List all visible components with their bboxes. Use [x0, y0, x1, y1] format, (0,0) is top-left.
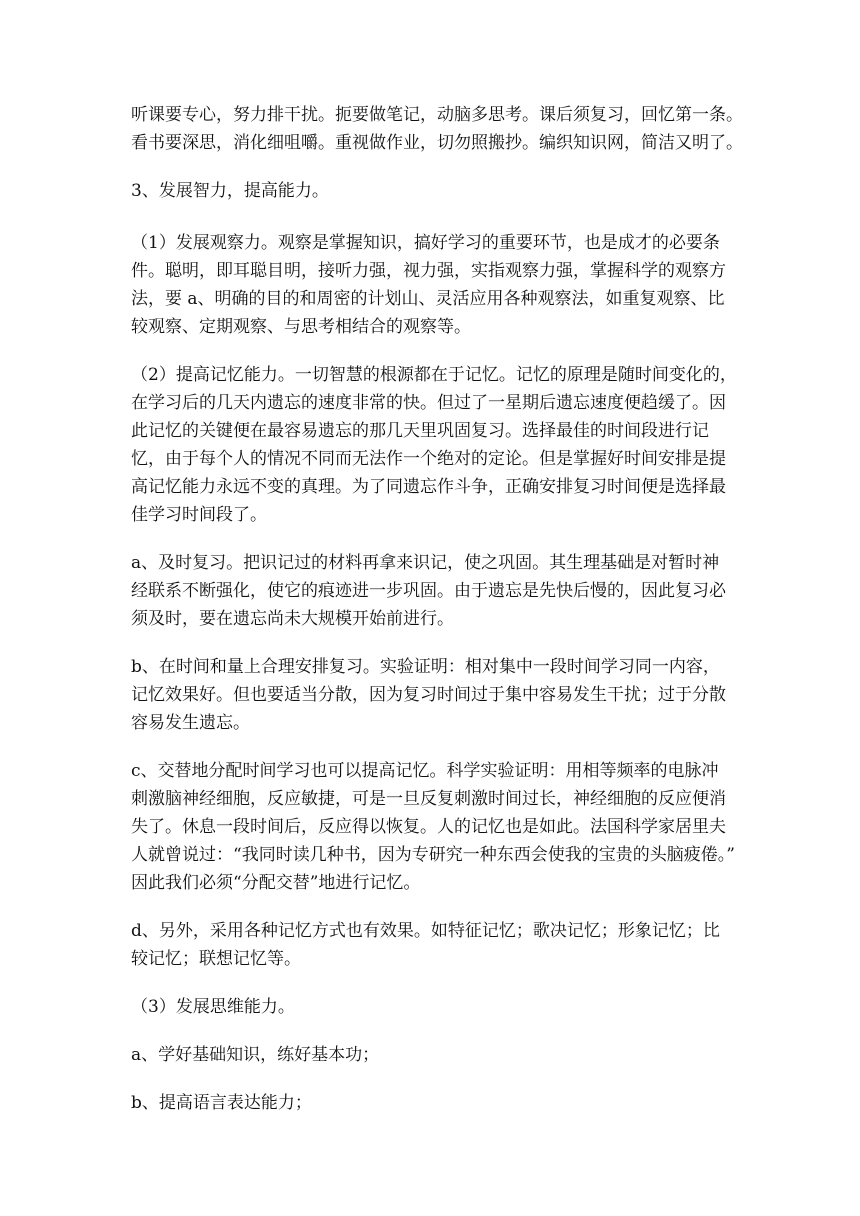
text-line: a、学好基础知识，练好基本功； [131, 1045, 380, 1065]
text-line: 看书要深思，消化细咀嚼。重视做作业，切勿照搬抄。编织知识网，简洁又明了。 [131, 133, 743, 153]
paragraph-schedule-review [131, 653, 737, 737]
text-line: （3）发展思维能力。 [131, 997, 295, 1017]
text-line: 因此我们必须“分配交替”地进行记忆。 [131, 873, 421, 893]
text-line: 须及时，要在遗忘尚未大规模开始前进行。 [131, 609, 454, 629]
section-heading-develop-intelligence [131, 177, 737, 205]
text-line: 人就曾说过：“我同时读几种书，因为专研究一种东西会使我的宝贵的头脑疲倦。” [131, 845, 735, 865]
text-line: 容易发生遗忘。 [131, 713, 250, 733]
text-line: 件。聪明，即耳聪目明，接听力强，视力强，实指观察力强，掌握科学的观察方 [131, 261, 726, 281]
text-line: （2）提高记忆能力。一切智慧的根源都在于记忆。记忆的原理是随时间变化的， [131, 365, 737, 385]
text-line: （1）发展观察力。观察是掌握知识，搞好学习的重要环节，也是成才的必要条 [131, 233, 720, 253]
text-line: 较观察、定期观察、与思考相结合的观察等。 [131, 317, 471, 337]
document-body [131, 101, 743, 1117]
list-item-basics [131, 1041, 737, 1069]
text-line: 此记忆的关键便在最容易遗忘的那几天里巩固复习。选择最佳的时间段进行记 [131, 421, 709, 441]
text-line: 高记忆能力永远不变的真理。为了同遗忘作斗争，正确安排复习时间便是选择最 [131, 477, 726, 497]
text-line: a、及时复习。把识记过的材料再拿来识记，使之巩固。其生理基础是对暂时神 [131, 553, 720, 573]
paragraph-study-rhymes [131, 101, 743, 157]
paragraph-memory-methods [131, 917, 737, 973]
text-line: b、在时间和量上合理安排复习。实验证明：相对集中一段时间学习同一内容， [131, 657, 720, 677]
section-heading-thinking [131, 993, 737, 1021]
text-line: 失了。休息一段时间后，反应得以恢复。人的记忆也是如此。法国科学家居里夫 [131, 817, 726, 837]
text-line: 3、发展智力，提高能力。 [131, 181, 329, 201]
text-line: 忆，由于每个人的情况不同而无法作一个绝对的定论。但是掌握好时间安排是提 [131, 449, 726, 469]
list-item-language [131, 1089, 737, 1117]
text-line: c、交替地分配时间学习也可以提高记忆。科学实验证明：用相等频率的电脉冲 [131, 761, 719, 781]
text-line: 法，要 a、明确的目的和周密的计划山、灵活应用各种观察法，如重复观察、比 [131, 289, 725, 309]
paragraph-observation [131, 229, 737, 341]
text-line: 佳学习时间段了。 [131, 505, 267, 525]
text-line: 经联系不断强化，使它的痕迹进一步巩固。由于遗忘是先快后慢的，因此复习必 [131, 581, 726, 601]
text-line: d、另外，采用各种记忆方式也有效果。如特征记忆；歌决记忆；形象记忆；比 [131, 921, 720, 941]
paragraph-memory [131, 361, 737, 529]
paragraph-timely-review [131, 549, 737, 633]
paragraph-alternate-study [131, 757, 737, 897]
text-line: 刺激脑神经细胞，反应敏捷，可是一旦反复刺激时间过长，神经细胞的反应便消 [131, 789, 726, 809]
text-line: 在学习后的几天内遗忘的速度非常的快。但过了一星期后遗忘速度便趋缓了。因 [131, 393, 726, 413]
text-line: b、提高语言表达能力； [131, 1093, 312, 1113]
text-line: 较记忆；联想记忆等。 [131, 949, 301, 969]
text-line: 记忆效果好。但也要适当分散，因为复习时间过于集中容易发生干扰；过于分散 [131, 685, 726, 705]
text-line: 听课要专心，努力排干扰。扼要做笔记，动脑多思考。课后须复习，回忆第一条。 [131, 105, 743, 125]
